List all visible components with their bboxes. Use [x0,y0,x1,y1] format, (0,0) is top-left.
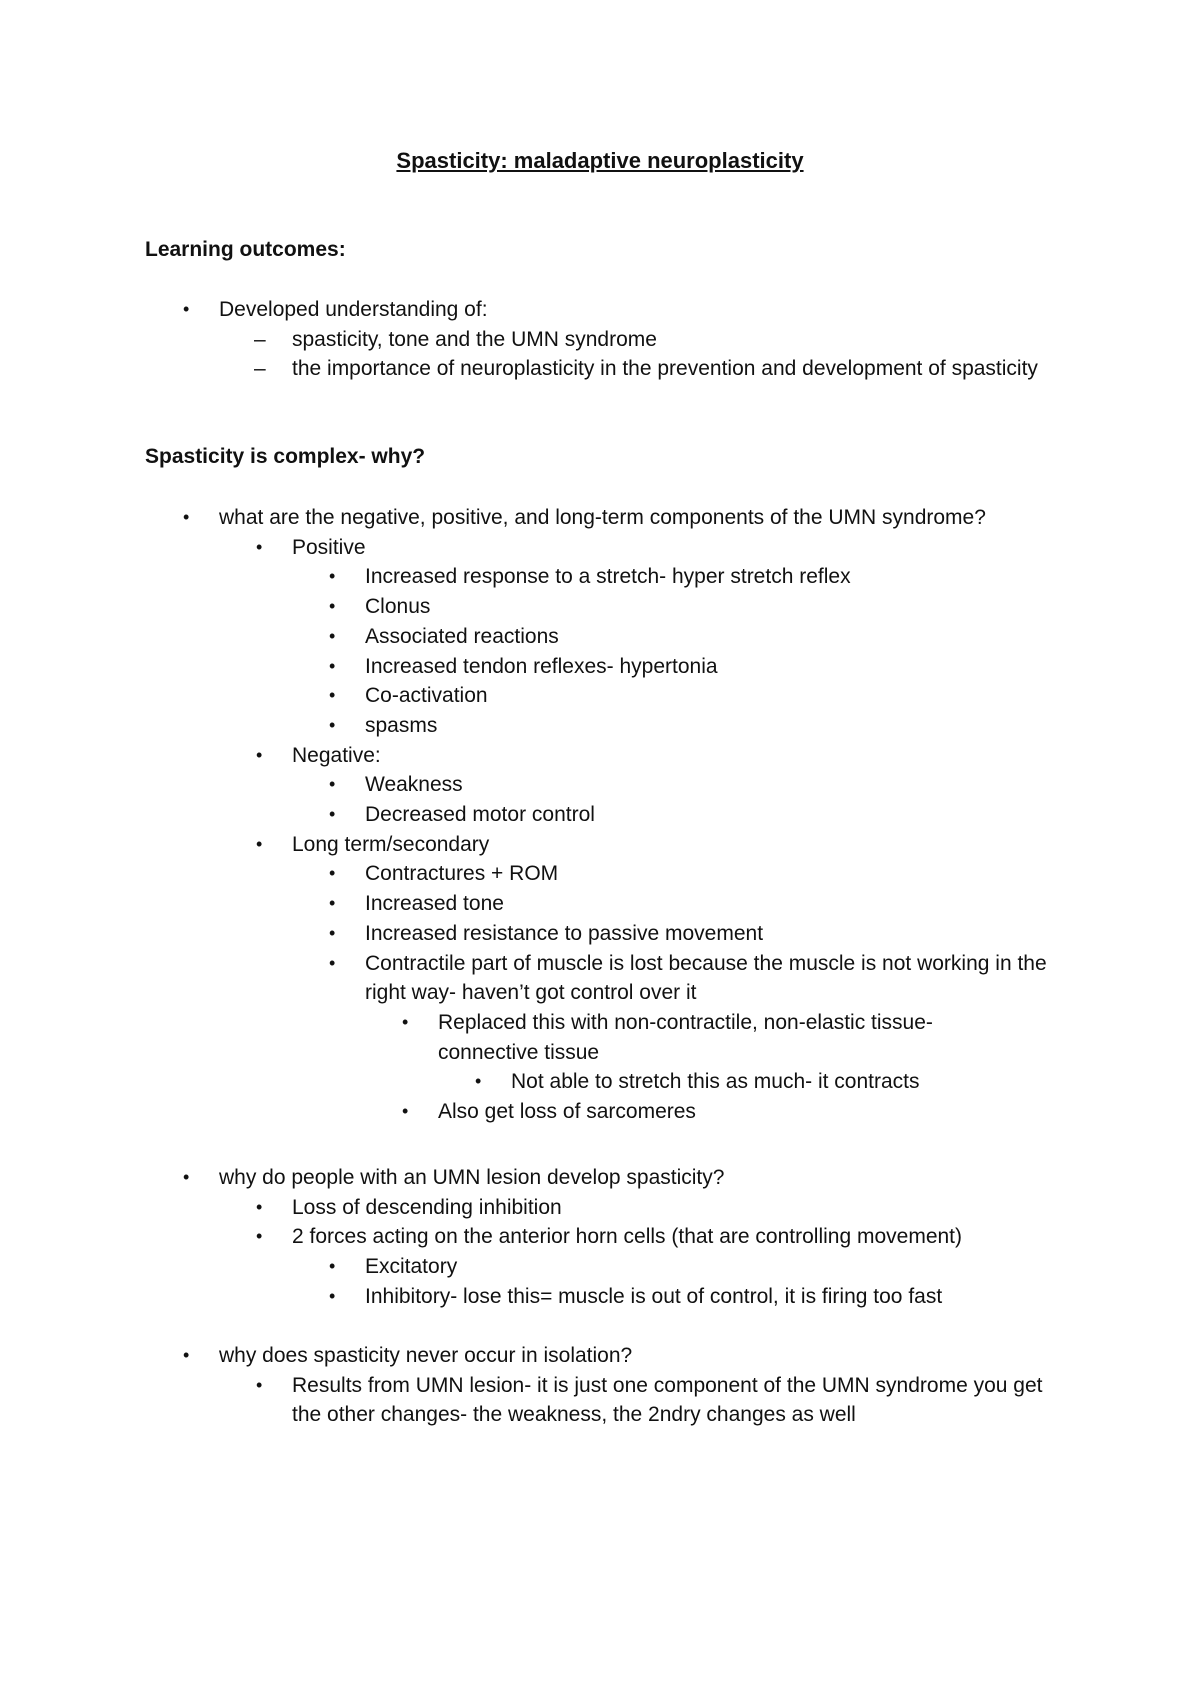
bullet-marker: • [329,952,336,973]
bullet-marker: • [329,1285,336,1306]
bullet-marker: • [183,507,190,527]
bullet-marker: • [329,804,336,825]
list-item-text: Decreased motor control [365,803,595,827]
bullet-marker: • [329,655,336,676]
list-item [0,354,1052,384]
list-item-text: Inhibitory- lose this= muscle is out of control, it is firing too fast [365,1284,943,1308]
list-item [0,1067,1071,1097]
list-item-text: Results from UMN lesion- it is just one component of the UMN syndrome you get the other changes- the weakness, the 2ndry changes as well [292,1373,1043,1427]
bullet-marker: • [256,744,263,765]
list-item-text: Also get loss of sarcomeres [438,1100,696,1124]
list-item-text: Contractile part of muscle is lost because the muscle is not working in the right way- haven’t got control over it [365,951,1047,1005]
category-item-negative [0,741,1052,771]
question-item [0,1341,1039,1371]
list-item [0,592,1065,622]
list-item-text: Increased tone [365,892,504,916]
list-item-text: the importance of neuroplasticity in the prevention and development of spasticity [292,357,1038,381]
list-item-text: Co-activation [365,684,488,708]
question-text: why do people with an UMN lesion develop spasticity? [219,1166,725,1189]
bullet-marker: • [329,714,336,735]
list-item [0,622,1065,652]
category-item-positive [0,533,1052,563]
lesion-question-list [0,1163,1200,1312]
components-list [0,503,1200,1127]
question-text: what are the negative, positive, and long-term components of the UMN syndrome? [219,506,986,529]
list-item [0,889,1065,919]
complex-heading: Spasticity is complex- why? [145,445,426,468]
list-item-text: Loss of descending inhibition [292,1195,562,1219]
list-item [0,562,1065,592]
list-item-text: Increased response to a stretch- hyper stretch reflex [365,565,851,589]
bullet-marker: • [329,625,336,646]
bullet-marker: • [183,1167,190,1187]
list-item-text: Not able to stretch this as much- it contracts [511,1070,920,1094]
list-item [0,681,1065,711]
bullet-marker: • [329,922,336,943]
list-item-text: Increased tendon reflexes- hypertonia [365,654,718,678]
bullet-marker: • [256,536,263,557]
list-item-text: Contractures + ROM [365,862,559,886]
bullet-marker: • [329,1256,336,1277]
bullet-marker: • [329,774,336,795]
isolation-question-list [0,1341,1200,1430]
list-item-text: spasms [365,713,438,737]
question-item [0,503,1039,533]
question-item [0,1163,1039,1193]
list-item [0,1008,968,1067]
bullet-marker: • [329,596,336,617]
bullet-marker: • [183,299,190,319]
list-item [0,1252,1065,1282]
list-item [0,325,1052,355]
list-item-text: Increased resistance to passive movement [365,921,764,945]
bullet-marker: • [402,1011,409,1032]
list-item [0,652,1065,682]
bullet-marker: • [329,566,336,587]
bullet-marker: • [183,1345,190,1365]
bullet-marker: • [256,1374,263,1395]
list-item-text: Clonus [365,595,431,619]
category-label: Long term/secondary [292,832,490,856]
category-item-long-term [0,830,1052,860]
bullet-marker: • [256,833,263,854]
list-item [0,949,1065,1008]
bullet-marker: • [402,1101,409,1122]
list-item [0,770,1065,800]
list-item [0,859,1065,889]
list-item [0,1282,1065,1312]
list-item [0,1193,1052,1223]
category-label: Negative: [292,743,381,767]
bullet-marker: • [256,1226,263,1247]
bullet-marker: • [329,685,336,706]
learning-outcomes-list [0,295,1200,384]
bullet-marker: • [256,1196,263,1217]
list-item [0,800,1065,830]
list-item [0,1371,1052,1430]
page-title: Spasticity: maladaptive neuroplasticity [396,148,804,173]
bullet-marker: • [329,893,336,914]
dash-marker: – [254,327,266,351]
bullet-marker: • [475,1071,482,1092]
list-item-text: Replaced this with non-contractile, non-elastic tissue- connective tissue [438,1010,933,1064]
list-item-text: Weakness [365,773,463,797]
bullet-marker: • [329,863,336,884]
list-item [0,1222,1052,1252]
question-text: why does spasticity never occur in isolation? [219,1344,633,1367]
list-item-text: Associated reactions [365,624,559,648]
learning-outcomes-heading: Learning outcomes: [145,238,346,261]
list-item [0,295,1039,325]
list-item-text: 2 forces acting on the anterior horn cells (that are controlling movement) [292,1225,963,1249]
list-item-text: spasticity, tone and the UMN syndrome [292,327,657,351]
list-item [0,1097,968,1127]
dash-marker: – [254,357,266,381]
list-item [0,711,1065,741]
list-item-text: Excitatory [365,1255,458,1279]
category-label: Positive [292,535,366,559]
list-item-text: Developed understanding of: [219,298,488,321]
list-item [0,919,1065,949]
